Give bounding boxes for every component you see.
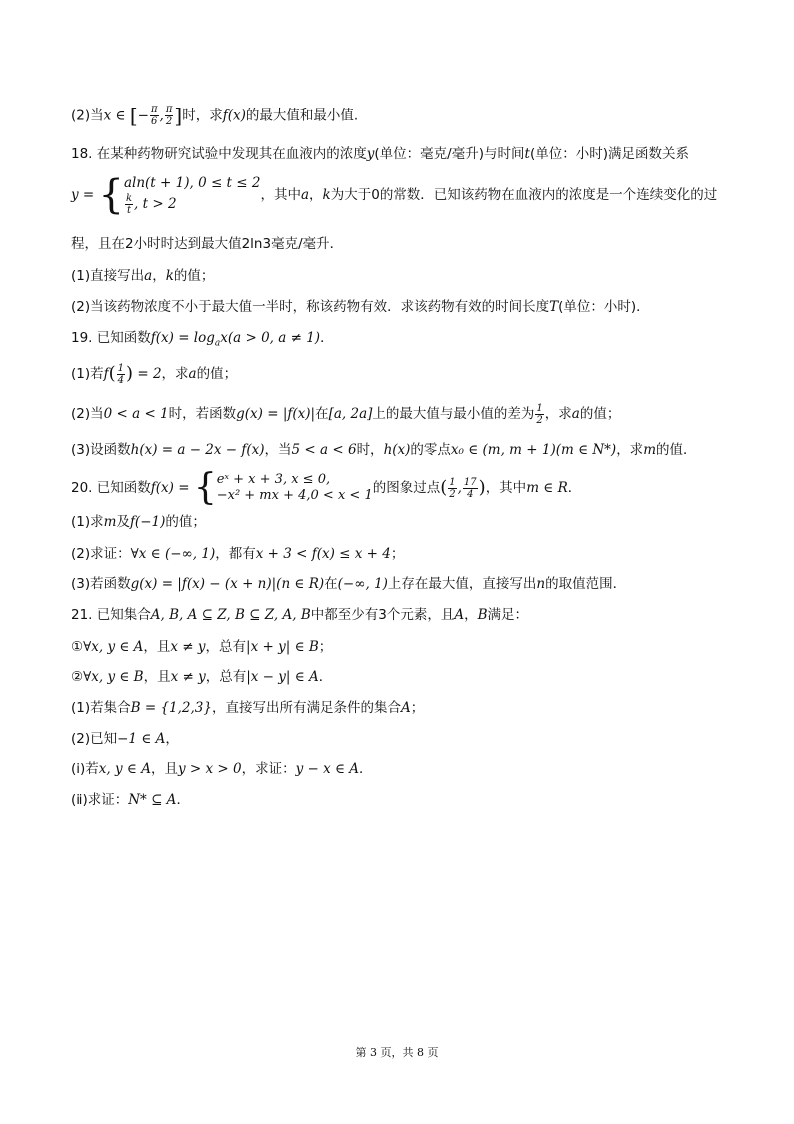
text: ，总有 xyxy=(205,669,247,685)
text: ， xyxy=(309,187,323,203)
math: ∀x ∈ (−∞, 1) xyxy=(130,546,216,562)
fraction xyxy=(150,104,159,127)
text: (1)若 xyxy=(71,366,104,382)
math: B = {1,2,3} xyxy=(130,700,212,716)
text: 时，若函数 xyxy=(168,406,237,422)
math: [a, 2a] xyxy=(328,406,373,422)
q19-part3 xyxy=(71,439,734,461)
text: ． xyxy=(320,330,334,346)
text: 的值； xyxy=(173,268,215,284)
math: y > x > 0 xyxy=(177,761,242,777)
denominator: t xyxy=(127,205,132,216)
math: g(x) = |f(x) − (x + n)|(n ∈ R) xyxy=(130,576,325,592)
q21-part1 xyxy=(71,697,734,719)
numerator: 1 xyxy=(117,362,125,374)
piecewise xyxy=(217,472,373,504)
math: , xyxy=(159,107,164,124)
text: 当 xyxy=(90,107,104,124)
case-1: eˣ + x + 3, x ≤ 0, xyxy=(216,472,331,487)
text: 的常数．已知该药物在血液内的浓度是一个连续变化的过 xyxy=(379,187,718,203)
numerator: k xyxy=(125,193,133,204)
math: 0 < a < 1 xyxy=(103,406,169,422)
text: ，直接写出所有满足条件的集合 xyxy=(211,700,401,716)
text: ，且 xyxy=(150,761,178,777)
text: ，总有 xyxy=(205,639,247,655)
text: ， xyxy=(152,268,166,284)
circled-number: ① xyxy=(71,639,84,655)
math: a xyxy=(188,366,197,382)
denominator: 4 xyxy=(117,374,125,386)
text: ，求证： xyxy=(241,761,296,777)
text: (3)若函数 xyxy=(71,576,131,592)
math: f(x) xyxy=(222,107,246,124)
math: x xyxy=(103,107,112,124)
denominator: 2 xyxy=(449,488,456,500)
text: ， xyxy=(165,731,179,747)
text: ，求 xyxy=(161,366,189,382)
math: n xyxy=(536,576,546,592)
math: (−∞, 1) xyxy=(337,576,388,592)
math: f xyxy=(103,366,109,382)
numerator: π xyxy=(165,104,173,115)
text: ． xyxy=(318,669,333,685)
text: (2)当该药物浓度不小于最大值一半时，称该药物有效．求该药物有效的时间长度 xyxy=(71,299,550,315)
text: 满足： xyxy=(487,607,529,623)
q21-stem xyxy=(71,604,734,626)
text: (ⅱ)求证： xyxy=(71,792,129,808)
math: a xyxy=(571,406,580,422)
text: ，都有 xyxy=(215,546,256,562)
math: |x + y| ∈ B xyxy=(246,639,319,655)
math: f(−1) xyxy=(129,514,166,530)
text: (1)求 xyxy=(71,514,104,530)
math: N* ⊆ A xyxy=(128,792,177,808)
fraction xyxy=(165,104,174,127)
bracket: ] xyxy=(174,103,183,128)
text: ，求 xyxy=(544,406,572,422)
text: 上存在最大值，直接写出 xyxy=(387,576,537,592)
text: 时， xyxy=(356,442,384,458)
q19-stem xyxy=(71,327,734,355)
denominator: 2 xyxy=(536,414,543,426)
math: x, y ∈ A xyxy=(98,761,151,777)
math: h(x) = a − 2x − f(x) xyxy=(130,442,265,458)
q18-part2 xyxy=(71,296,734,318)
math: m xyxy=(103,514,117,530)
text: 在 xyxy=(324,576,338,592)
q21-part2 xyxy=(71,728,734,750)
text: 21. 已知集合 xyxy=(71,607,151,623)
text: (1)直接写出 xyxy=(71,268,145,284)
math: f(x) = xyxy=(150,480,194,496)
page-footer: 第 3 页，共 8 页 xyxy=(355,1046,439,1059)
text: (单位：小时)． xyxy=(558,299,650,315)
q18-stem-line3: 程，且在2小时时达到最大值2ln3毫克/毫升． xyxy=(71,236,344,252)
piecewise xyxy=(124,174,260,216)
bracket: [ xyxy=(129,103,138,128)
text: 18. 在某种药物研究试验中发现其在血液内的浓度 xyxy=(71,146,367,162)
text: (2)已知 xyxy=(71,731,118,747)
case-1: aln(t + 1), 0 ≤ t ≤ 2 xyxy=(123,175,261,191)
text: (1)若集合 xyxy=(71,700,131,716)
fraction xyxy=(463,477,478,500)
q20-part1 xyxy=(71,511,734,533)
brace: { xyxy=(193,467,217,508)
text: (单位：小时)满足函数关系 xyxy=(529,146,689,162)
q19-part2 xyxy=(71,400,734,428)
q19-part1: (1)若f( $\frac{1}{4}$ ) = 2，求a的值； xyxy=(71,362,238,386)
text: ，且 xyxy=(143,669,171,685)
text: ，当 xyxy=(264,442,292,458)
text: ，且 xyxy=(143,639,171,655)
math: f(x) = log xyxy=(150,330,215,346)
math: T xyxy=(549,299,559,315)
text: ； xyxy=(390,546,405,562)
text: 上的最大值与最小值的差为 xyxy=(372,406,535,422)
math: y − x ∈ A xyxy=(295,761,360,777)
math: x ≠ y xyxy=(170,639,206,655)
math: − xyxy=(137,107,149,124)
math: m ∈ R xyxy=(526,480,568,496)
q21-condition-2 xyxy=(71,666,734,688)
text: (ⅰ)若 xyxy=(71,761,99,777)
text: 19. 已知函数 xyxy=(71,330,151,346)
text: ，求 xyxy=(616,442,644,458)
text: ． xyxy=(359,761,373,777)
math: x + 3 < f(x) ≤ x + 4 xyxy=(255,546,391,562)
q20-stem: 20. 已知函数f(x) = { eˣ + x + 3, x ≤ 0, −x² + mx + 4,0 < x < 1 的图象过点( $\frac{1}{2}$ , $\frac{17}{4}$ )，其中m ∈ R． xyxy=(71,467,582,508)
math: y xyxy=(366,146,375,162)
math: , t > 2 xyxy=(134,196,177,212)
fraction xyxy=(125,193,133,216)
text: ，其中 xyxy=(485,480,527,496)
math: = 2 xyxy=(133,366,162,382)
text: 及 xyxy=(116,514,130,530)
math: x ≠ y xyxy=(170,669,206,685)
text: 的取值范围． xyxy=(545,576,627,592)
text: ． xyxy=(176,792,190,808)
text: 的零点 xyxy=(410,442,451,458)
math: A, B, A ⊆ Z, B ⊆ Z, A, B xyxy=(150,607,311,623)
subscript: a xyxy=(214,338,221,349)
case-2 xyxy=(124,193,260,216)
math: y = xyxy=(71,187,99,203)
math: g(x) = |f(x)| xyxy=(236,406,316,422)
fraction xyxy=(448,477,456,500)
brace: { xyxy=(98,172,124,218)
fraction xyxy=(117,363,125,386)
numerator: 1 xyxy=(449,476,456,488)
math: m xyxy=(643,442,656,458)
part-label: (2) xyxy=(71,107,91,124)
text: 的图象过点 xyxy=(372,480,441,496)
math: A xyxy=(454,607,465,623)
text: 的值； xyxy=(196,366,238,382)
text: 中都至少有3个元素，且 xyxy=(310,607,455,623)
text: (3)设函数 xyxy=(71,442,131,458)
text: 为大于 xyxy=(330,187,372,203)
math: −1 ∈ A xyxy=(117,731,166,747)
text: 在 xyxy=(315,406,329,422)
denominator: 2 xyxy=(165,116,173,127)
math: a xyxy=(300,187,310,203)
text: ， xyxy=(464,607,478,623)
math: k xyxy=(322,187,331,203)
math: k xyxy=(165,268,174,284)
fraction xyxy=(535,403,543,426)
math: t xyxy=(524,146,530,162)
numerator: 1 xyxy=(536,402,543,414)
q18-stem-line1 xyxy=(71,143,734,165)
denominator: 6 xyxy=(151,116,158,127)
math: ∀x, y ∈ B xyxy=(83,669,144,685)
text: 0 xyxy=(371,187,380,203)
text: 20. 已知函数 xyxy=(71,480,151,496)
numerator: π xyxy=(150,104,158,115)
text: ． xyxy=(567,480,582,496)
q21-part2-i xyxy=(71,758,734,780)
text: 的值； xyxy=(165,514,206,530)
text: (2)当 xyxy=(71,406,104,422)
numerator: 17 xyxy=(463,476,477,488)
q17-part2 xyxy=(71,104,734,127)
math: ∀x, y ∈ A xyxy=(83,639,144,655)
text: 时，求 xyxy=(182,107,223,124)
text: 的值； xyxy=(579,406,621,422)
math: x(a > 0, a ≠ 1) xyxy=(220,330,321,346)
text: 的值． xyxy=(656,442,697,458)
q18-stem-line2 xyxy=(71,172,734,218)
text: ； xyxy=(410,700,425,716)
q20-part2 xyxy=(71,543,734,565)
math: h(x) xyxy=(383,442,411,458)
math: A xyxy=(400,700,411,716)
math: x₀ ∈ (m, m + 1)(m ∈ N*) xyxy=(450,442,617,458)
circled-number: ② xyxy=(71,669,84,685)
text: (单位：毫克/毫升)与时间 xyxy=(374,146,525,162)
math: 5 < a < 6 xyxy=(291,442,357,458)
denominator: 4 xyxy=(467,488,474,500)
text: ； xyxy=(318,639,333,655)
q21-part2-ii xyxy=(71,789,734,811)
math: |x − y| ∈ A xyxy=(246,669,319,685)
math: a xyxy=(144,268,153,284)
text: ，其中 xyxy=(260,187,301,203)
case-2: −x² + mx + 4,0 < x < 1 xyxy=(216,488,373,503)
math: ∈ xyxy=(111,107,130,124)
text: 的最大值和最小值. xyxy=(245,107,359,124)
math: B xyxy=(477,607,488,623)
text: (2)求证： xyxy=(71,546,131,562)
q21-condition-1 xyxy=(71,636,734,658)
q18-part1 xyxy=(71,265,734,287)
q20-part3 xyxy=(71,573,734,595)
